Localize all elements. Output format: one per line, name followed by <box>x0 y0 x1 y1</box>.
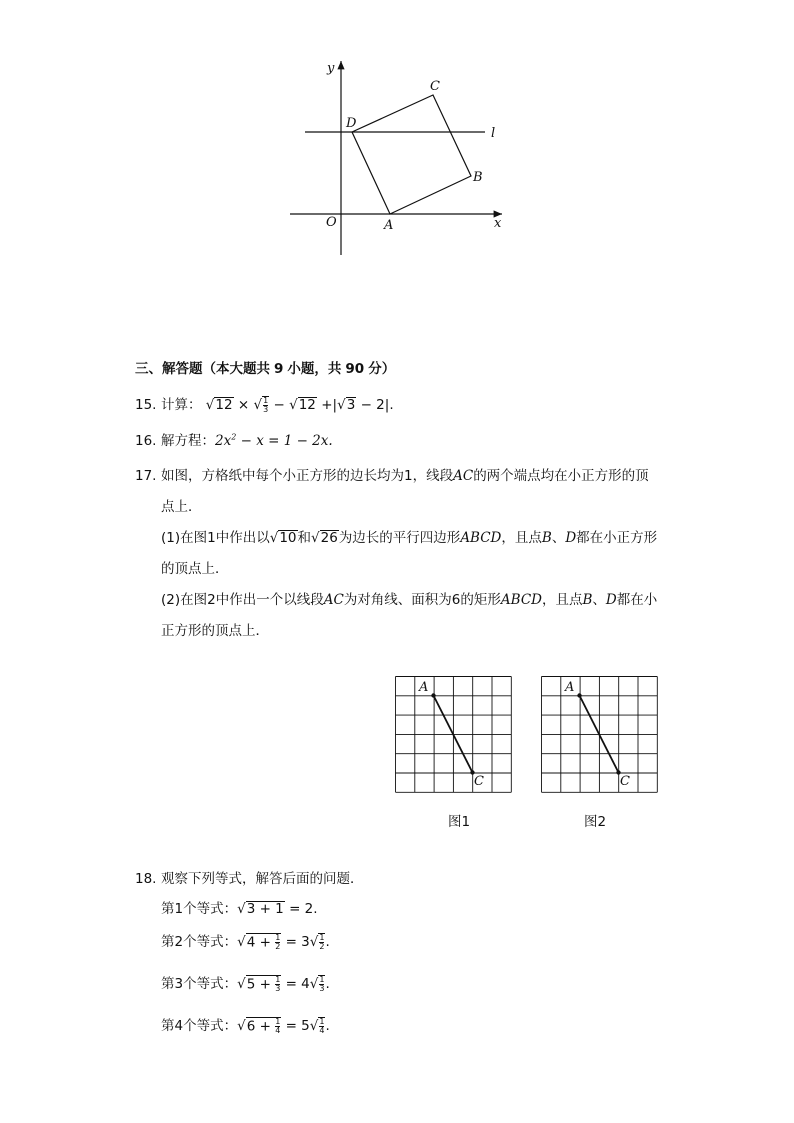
point-c-label-2: C <box>620 774 630 789</box>
point-c-label: C <box>430 79 440 94</box>
point-b-label: B <box>473 170 483 185</box>
section-end: 分） <box>368 361 396 377</box>
q18-row-4: 第4个等式：√6 + $\frac{1}{4}$ = 5√ $\frac{1}{4}$ . <box>161 1016 330 1035</box>
y-axis-label: y <box>327 61 335 76</box>
grid-figure-1 <box>390 670 520 796</box>
point-a-dot-1 <box>431 693 435 697</box>
q18-number: 18. <box>135 871 157 887</box>
q16-equation: $2x^2 - x = 1 - 2x$. <box>215 432 333 449</box>
origin-label: O <box>326 215 337 230</box>
square-abcd <box>352 95 471 214</box>
q17-part2-line2: 正方形的顶点上． <box>161 623 269 639</box>
point-a-label-2: A <box>565 680 575 695</box>
q16-number: 16. <box>135 433 157 449</box>
point-a-label-1: A <box>419 680 429 695</box>
q17-line1: 17. 如图，方格纸中每个小正方形的边长均为1，线段AC的两个端点均在小正方形的顶 <box>135 468 649 484</box>
q17-part1: (1)在图1中作出以√10和√26为边长的平行四边形ABCD，且点B、D都在小正方形 <box>161 530 658 546</box>
q17-line2: 点上． <box>161 499 202 515</box>
section-count: 9 <box>274 361 284 377</box>
q18-lead: 观察下列等式，解答后面的问题． <box>161 871 364 887</box>
x-axis-label: x <box>494 216 502 231</box>
fig1-caption: 图1 <box>448 814 471 830</box>
section-title: 三、解答题（本大题共 <box>135 361 270 377</box>
question-17 <box>135 461 657 647</box>
point-a-label: A <box>384 218 394 233</box>
coordinate-figure <box>280 55 520 260</box>
q18-row-2: 第2个等式：√4 + $\frac{1}{2}$ = 3√ $\frac{1}{2}$ . <box>161 932 330 951</box>
q17-part2: (2)在图2中作出一个以线段AC为对角线、面积为6的矩形ABCD，且点B、D都在小 <box>161 592 658 608</box>
point-d-label: D <box>346 116 357 131</box>
q17-part1-line2: 的顶点上． <box>161 561 229 577</box>
q15-math: √12 × √ $\frac{1}{3}$ − √12 +|√3 − 2|. <box>205 395 394 414</box>
section-heading <box>135 357 395 377</box>
q15-lead: 计算： <box>161 397 202 413</box>
question-18 <box>135 867 364 887</box>
point-a-dot-2 <box>577 693 581 697</box>
q16-lead: 解方程： <box>161 433 215 449</box>
grid-figure-2 <box>536 670 666 796</box>
question-15 <box>135 393 394 414</box>
fig2-caption: 图2 <box>584 814 607 830</box>
question-16 <box>135 429 333 449</box>
q18-row-1: 第1个等式：√3 + 1 = 2. <box>161 901 318 917</box>
section-score: 90 <box>345 361 365 377</box>
section-mid: 小题，共 <box>287 361 342 377</box>
point-c-label-1: C <box>474 774 484 789</box>
q15-number: 15. <box>135 397 157 413</box>
line-l-label: l <box>491 126 496 141</box>
q18-row-3: 第3个等式：√5 + $\frac{1}{3}$ = 4√ $\frac{1}{3}$ . <box>161 974 330 993</box>
